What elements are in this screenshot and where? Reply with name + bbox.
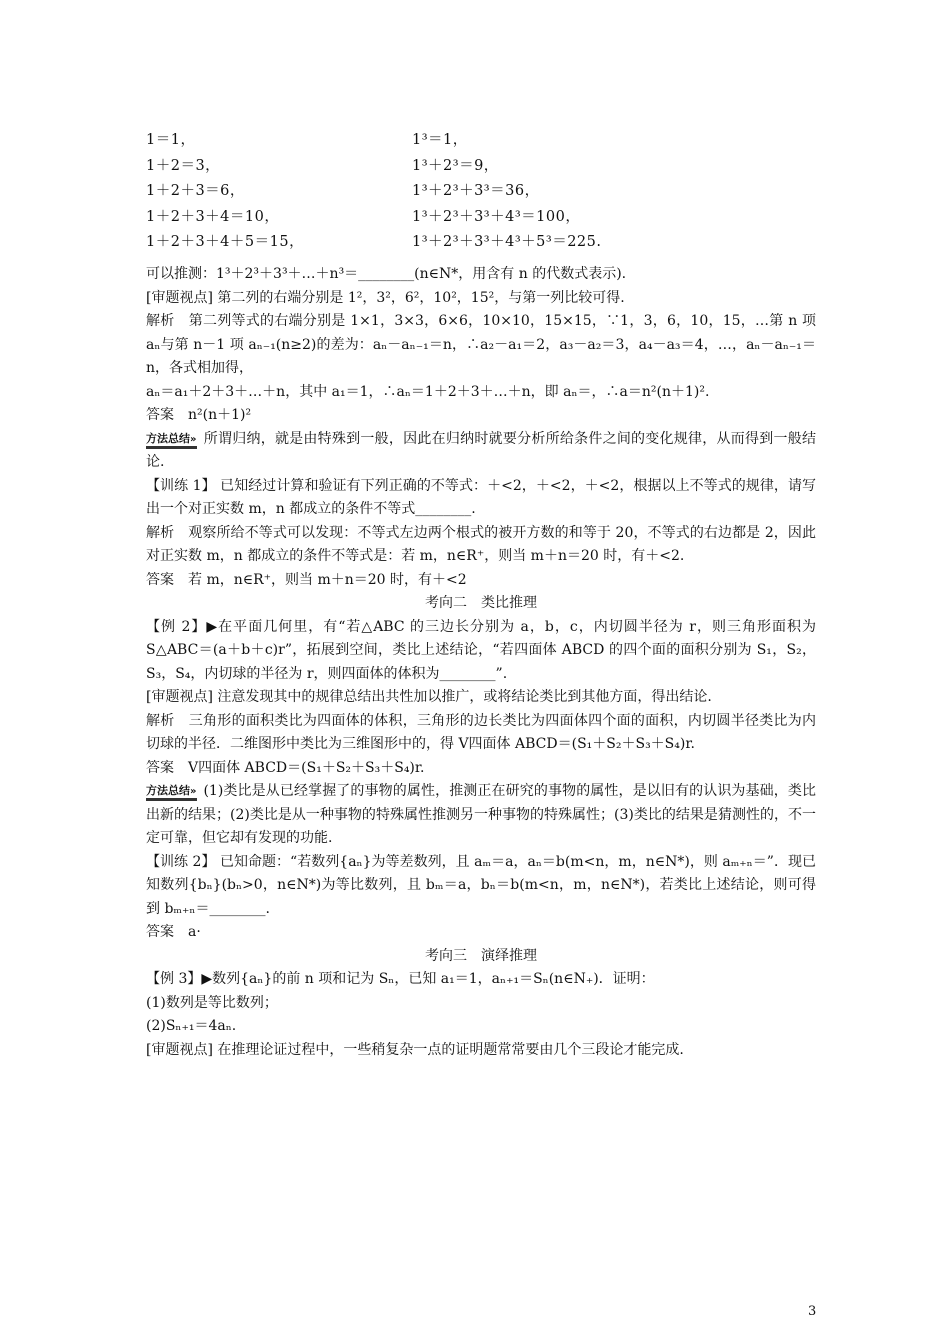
equation-table [146,128,816,263]
equation-column-right [412,128,792,263]
answer-3: 答案 V四面体 ABCD＝(S₁＋S₂＋S₃＋S₄)r. [146,759,425,776]
equation-line: 1＋2＋3＋4＋5＝15， [146,234,305,250]
training-1: 【训练 1】 已知经过计算和验证有下列正确的不等式：＋<2，＋<2，＋<2，根据以上不等式的规律，请写出一个对正实数 m，n 都成立的条件不等式________. [146,477,816,517]
equation-line: 1＋2＋3＋4＝10， [146,208,280,225]
answer-2: 答案 若 m，n∈R⁺，则当 m＋n＝20 时，有＋<2 [146,571,467,588]
page-number: 3 [808,1304,817,1319]
equation-column-left [146,128,412,263]
example-2: 【例 2】▶在平面几何里，有“若△ABC 的三边长分别为 a，b，c，内切圆半径为 r，则三角形面积为 S△ABC＝(a＋b＋c)r”，拓展到空间，类比上述结论，“若四面体 ABCD 的四个面的面积分别为 S₁，S₂，S₃，S₄，内切球的半径为 r，则四面体的体积为________”. [146,618,816,682]
analysis-1a: 解析 第二列等式的右端分别是 1×1，3×3，6×6，10×10，15×15，∵1，3，6，10，15，…第 n 项 aₙ与第 n－1 项 aₙ₋₁(n≥2)的差为：aₙ－aₙ₋₁＝n，∴a₂－a₁＝2，a₃－a₂＝3，a₄－a₃＝4，…，aₙ－aₙ₋₁＝n，各式相加得， [146,313,816,376]
viewpoint-3: [审题视点] 在推理论证过程中，一些稍复杂一点的证明题常常要由几个三段论才能完成. [146,1041,684,1058]
method-summary-text: (1)类比是从已经掌握了的事物的属性，推测正在研究的事物的属性，是以旧有的认识为基础，类比出新的结果；(2)类比是从一种事物的特殊属性推测另一种事物的特殊属性；(3)类比的结果是猜测性的，不一定可靠，但它却有发现的功能. [146,783,816,846]
document-body [146,128,816,1062]
method-summary-badge: 方法总结» [146,784,197,801]
equation-line: 1³＋2³＋3³＋4³＋5³＝225. [412,234,602,250]
proof-item-1: (1)数列是等比数列； [146,994,278,1011]
example-3: 【例 3】▶数列{aₙ}的前 n 项和记为 Sₙ，已知 a₁＝1，aₙ₊₁＝Sₙ(n∈N₊)．证明： [146,971,655,987]
viewpoint-1: [审题视点] 第二列的右端分别是 1²，3²，6²，10²，15²，与第一列比较可得. [146,289,625,306]
proof-item-2: (2)Sₙ₊₁＝4aₙ. [146,1018,237,1034]
method-summary-badge: 方法总结» [146,432,197,449]
method-summary-text: 所谓归纳，就是由特殊到一般，因此在归纳时就要分析所给条件之间的变化规律，从而得到一般结论. [146,430,816,470]
equation-line: 1³＋2³＋3³＋4³＝100， [412,208,581,225]
equation-line: 1＝1， [146,132,196,148]
equation-line: 1³＝1， [412,132,468,148]
equation-line: 1³＋2³＝9， [412,157,499,174]
analysis-1b: aₙ＝a₁＋2＋3＋…＋n，其中 a₁＝1，∴aₙ＝1＋2＋3＋…＋n，即 aₙ＝，∴a＝n²(n＋1)². [146,383,710,400]
answer-4: 答案 a· [146,924,201,940]
section-heading-3: 考向三 演绎推理 [425,947,537,964]
analysis-2: 解析 观察所给不等式可以发现：不等式左边两个根式的被开方数的和等于 20，不等式的右边都是 2，因此对正实数 m，n 都成立的条件不等式是：若 m，n∈R⁺，则当 m＋n＝20 时，有＋<2. [146,524,816,564]
training-2: 【训练 2】 已知命题：“若数列{aₙ}为等差数列，且 aₘ＝a，aₙ＝b(m<n，m，n∈N*)，则 aₘ₊ₙ＝”．现已知数列{bₙ}(bₙ>0，n∈N*)为等比数列，且 bₘ＝a，bₙ＝b(m<n，m，n∈N*)，若类比上述结论，则可得到 bₘ₊ₙ＝________. [146,853,816,917]
method-summary-1 [146,428,816,475]
method-summary-2 [146,780,816,851]
analysis-3: 解析 三角形的面积类比为四面体的体积，三角形的边长类比为四面体四个面的面积，内切圆半径类比为内切球的半径．二维图形中类比为三维图形中的，得 V四面体 ABCD＝(S₁＋S₂＋S₃＋S₄)r. [146,712,816,752]
section-heading-2: 考向二 类比推理 [425,595,537,611]
answer-1: 答案 n²(n＋1)² [146,407,252,423]
guess-line: 可以推测：1³＋2³＋3³＋…＋n³＝________(n∈N*，用含有 n 的代数式表示). [146,266,627,282]
equation-line: 1³＋2³＋3³＝36， [412,183,540,199]
equation-line: 1＋2＝3， [146,157,221,174]
viewpoint-2: [审题视点] 注意发现其中的规律总结出共性加以推广，或将结论类比到其他方面，得出结论. [146,689,712,705]
equation-line: 1＋2＋3＝6， [146,183,245,199]
